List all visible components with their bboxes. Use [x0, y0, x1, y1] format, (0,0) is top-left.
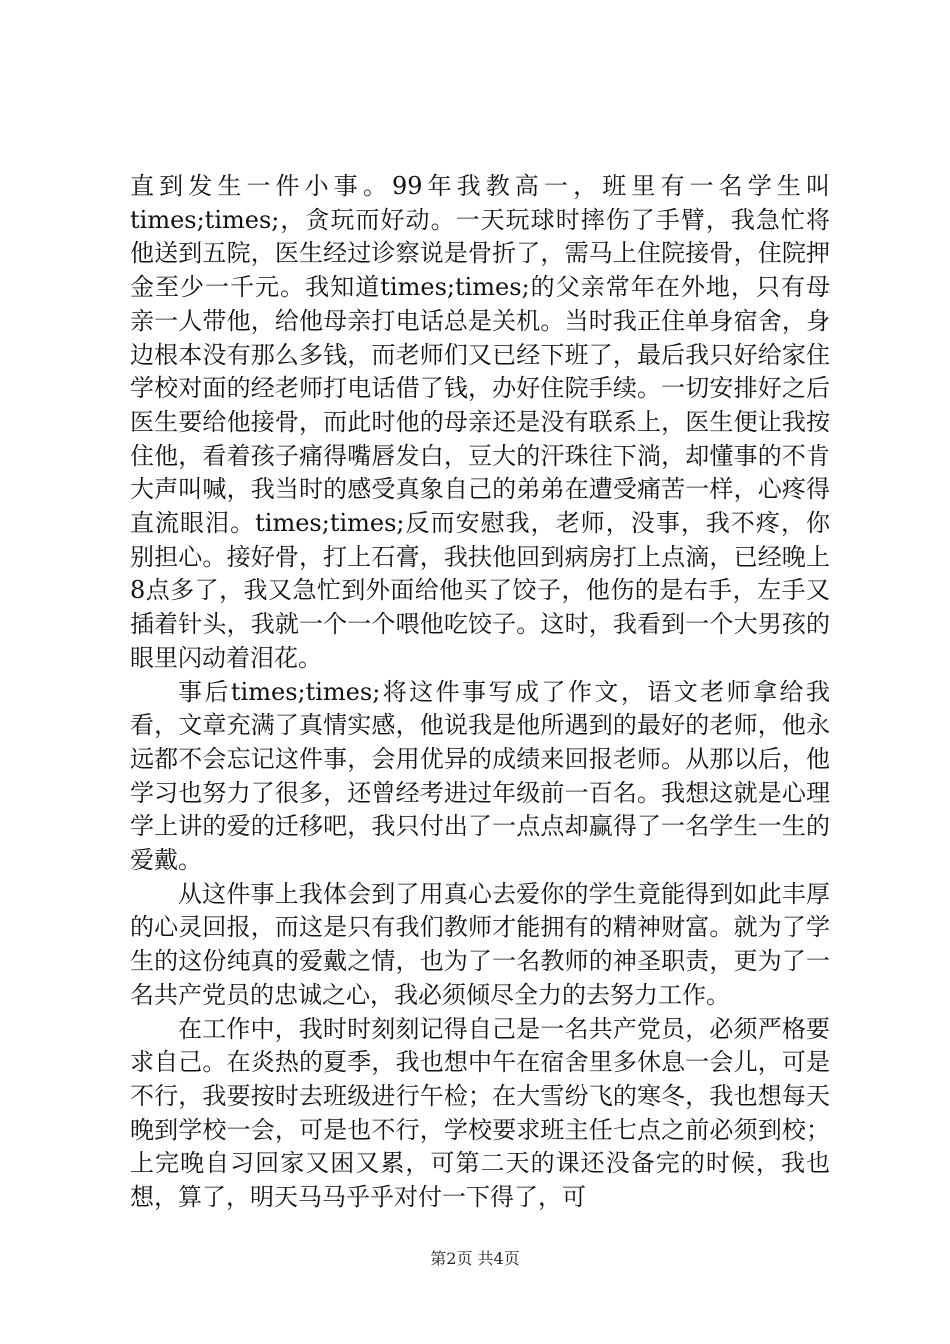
paragraph-3: 从这件事上我体会到了用真心去爱你的学生竟能得到如此丰厚的心灵回报，而这是只有我们教师才能拥有的精神财富。就为了学生的这份纯真的爱戴之情，也为了一名教师的神圣职责，更为了一名共产党员的忠诚之心，我必须倾尽全力的去努力工作。 [130, 879, 830, 1009]
paragraph-1: 直到发生一件小事。99年我教高一，班里有一名学生叫times;times;，贪玩而好动。一天玩球时摔伤了手臂，我急忙将他送到五院，医生经过诊察说是骨折了，需马上住院接骨，住院押金至少一千元。我知道times;times;的父亲常年在外地，只有母亲一人带他，给他母亲打电话总是关机。当时我正住单身宿舍，身边根本没有那么多钱，而老师们又已经下班了，最后我只好给家住学校对面的经老师打电话借了钱，办好住院手续。一切安排好之后医生要给他接骨，而此时他的母亲还是没有联系上，医生便让我按住他，看着孩子痛得嘴唇发白，豆大的汗珠往下淌，却懂事的不肯大声叫喊，我当时的感受真象自己的弟弟在遭受痛苦一样，心疼得直流眼泪。times;times;反而安慰我，老师，没事，我不疼，你别担心。接好骨，打上石膏，我扶他回到病房打上点滴，已经晚上8点多了，我又急忙到外面给他买了饺子，他伤的是右手，左手又插着针头，我就一个一个喂他吃饺子。这时，我看到一个大男孩的眼里闪动着泪花。 [130, 172, 830, 672]
paragraph-2: 事后times;times;将这件事写成了作文，语文老师拿给我看，文章充满了真情实感，他说我是他所遇到的最好的老师，他永远都不会忘记这件事，会用优异的成绩来回报老师。从那以后，他学习也努力了很多，还曾经考进过年级前一百名。我想这就是心理学上讲的爱的迁移吧，我只付出了一点点却赢得了一名学生一生的爱戴。 [130, 677, 830, 875]
paragraph-4: 在工作中，我时时刻刻记得自己是一名共产党员，必须严格要求自己。在炎热的夏季，我也想中午在宿舍里多休息一会儿，可是不行，我要按时去班级进行午检；在大雪纷飞的寒冬，我也想每天晚到学校一会，可是也不行，学校要求班主任七点之前必须到校；上完晚自习回家又困又累，可第二天的课还没备完的时候，我也想，算了，明天马马乎乎对付一下得了，可 [130, 1014, 830, 1212]
page-number-footer: 第2页 共4页 [430, 1249, 520, 1268]
body-text [130, 170, 830, 1215]
